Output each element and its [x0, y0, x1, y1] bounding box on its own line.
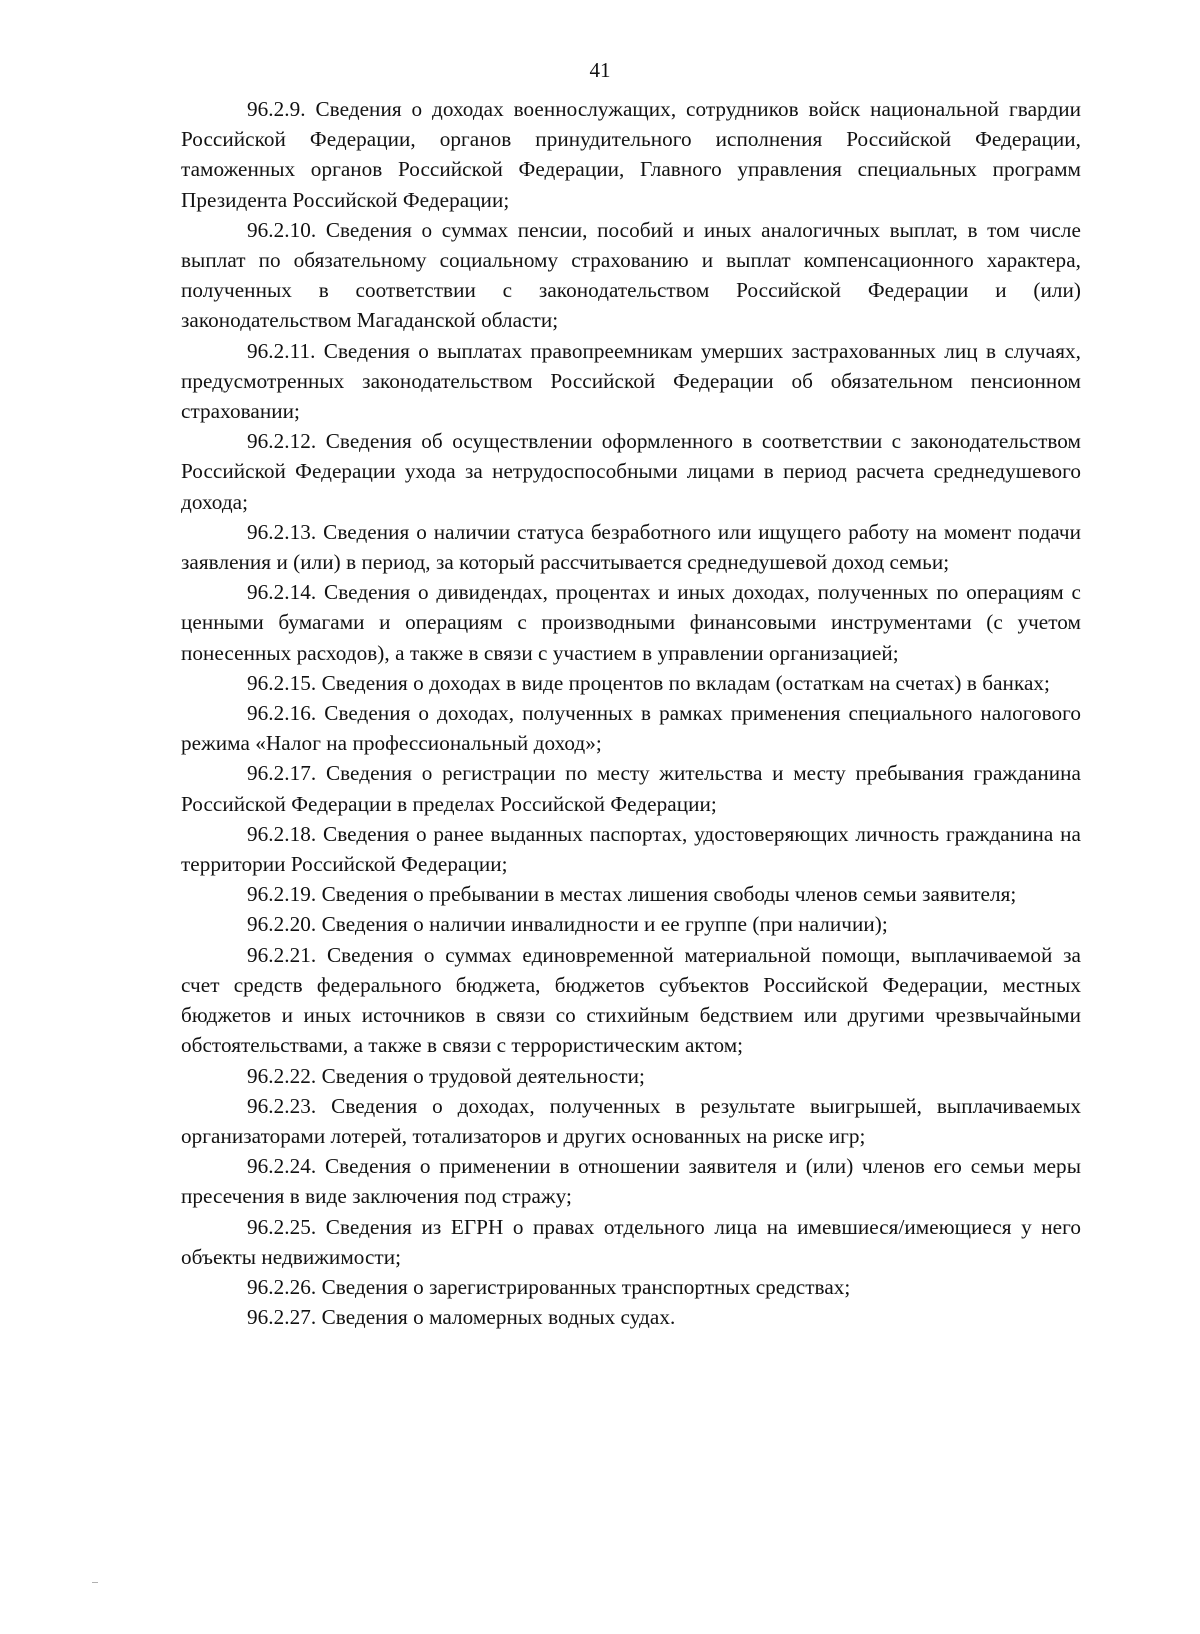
paragraph-96-2-27: 96.2.27. Сведения о маломерных водных судах.	[247, 1305, 676, 1330]
paragraph-96-2-22: 96.2.22. Сведения о трудовой деятельности;	[247, 1063, 645, 1088]
paragraph-96-2-14: 96.2.14. Сведения о дивидендах, процентах и иных доходах, полученных по операциям с ценными бумагами и операциям с производными финансовыми инструментами (с учетом понесенных расходов), а также в связи с участием в управлении организацией;	[181, 580, 1081, 665]
paragraph-96-2-21: 96.2.21. Сведения о суммах единовременной материальной помощи, выплачиваемой за счет средств федерального бюджета, бюджетов субъектов Российской Федерации, местных бюджетов и иных источников в связи со стихийным бедствием или другими чрезвычайными обстоятельствами, а также в связи с террористическим актом;	[181, 942, 1081, 1058]
scan-artifact	[92, 1582, 98, 1583]
page-number: 41	[589, 58, 611, 82]
paragraph-96-2-13: 96.2.13. Сведения о наличии статуса безработного или ищущего работу на момент подачи заявления и (или) в период, за который рассчитывается среднедушевой доход семьи;	[181, 519, 1081, 575]
paragraph-96-2-16: 96.2.16. Сведения о доходах, полученных в рамках применения специального налогового режима «Налог на профессиональный доход»;	[181, 701, 1081, 756]
paragraph-96-2-25: 96.2.25. Сведения из ЕГРН о правах отдельного лица на имевшиеся/имеющиеся у него объекты недвижимости;	[181, 1214, 1081, 1269]
paragraph-96-2-20: 96.2.20. Сведения о наличии инвалидности и ее группе (при наличии);	[247, 912, 888, 937]
paragraph-96-2-11: 96.2.11. Сведения о выплатах правопреемникам умерших застрахованных лиц в случаях, предусмотренных законодательством Российской Федерации об обязательном пенсионном страховании;	[181, 338, 1081, 424]
paragraph-96-2-23: 96.2.23. Сведения о доходах, полученных в результате выигрышей, выплачиваемых организаторами лотерей, тотализаторов и других основанных на риске игр;	[181, 1093, 1081, 1148]
paragraph-96-2-18: 96.2.18. Сведения о ранее выданных паспортах, удостоверяющих личность гражданина на территории Российской Федерации;	[181, 821, 1081, 877]
paragraph-96-2-24: 96.2.24. Сведения о применении в отношении заявителя и (или) членов его семьи меры пресечения в виде заключения под стражу;	[181, 1154, 1081, 1209]
paragraph-96-2-15: 96.2.15. Сведения о доходах в виде процентов по вкладам (остаткам на счетах) в банках;	[247, 670, 1050, 695]
paragraph-96-2-26: 96.2.26. Сведения о зарегистрированных транспортных средствах;	[247, 1274, 851, 1299]
paragraph-96-2-19: 96.2.19. Сведения о пребывании в местах лишения свободы членов семьи заявителя;	[247, 882, 1017, 907]
paragraph-96-2-10: 96.2.10. Сведения о суммах пенсии, пособий и иных аналогичных выплат, в том числе выплат по обязательному социальному страхованию и выплат компенсационного характера, полученных в соответствии с законодательством Российской Федерации и (или) законодательством Магаданской области;	[181, 217, 1081, 333]
document-body	[181, 94, 1081, 1332]
paragraph-96-2-12: 96.2.12. Сведения об осуществлении оформленного в соответствии с законодательством Российской Федерации ухода за нетрудоспособными лицами в период расчета среднедушевого дохода;	[181, 429, 1081, 514]
paragraph-96-2-17: 96.2.17. Сведения о регистрации по месту жительства и месту пребывания гражданина Российской Федерации в пределах Российской Федерации;	[181, 761, 1081, 816]
paragraph-96-2-9: 96.2.9. Сведения о доходах военнослужащих, сотрудников войск национальной гвардии Российской Федерации, органов принудительного исполнения Российской Федерации, таможенных органов Российской Федерации, Главного управления специальных программ Президента Российской Федерации;	[181, 97, 1081, 212]
